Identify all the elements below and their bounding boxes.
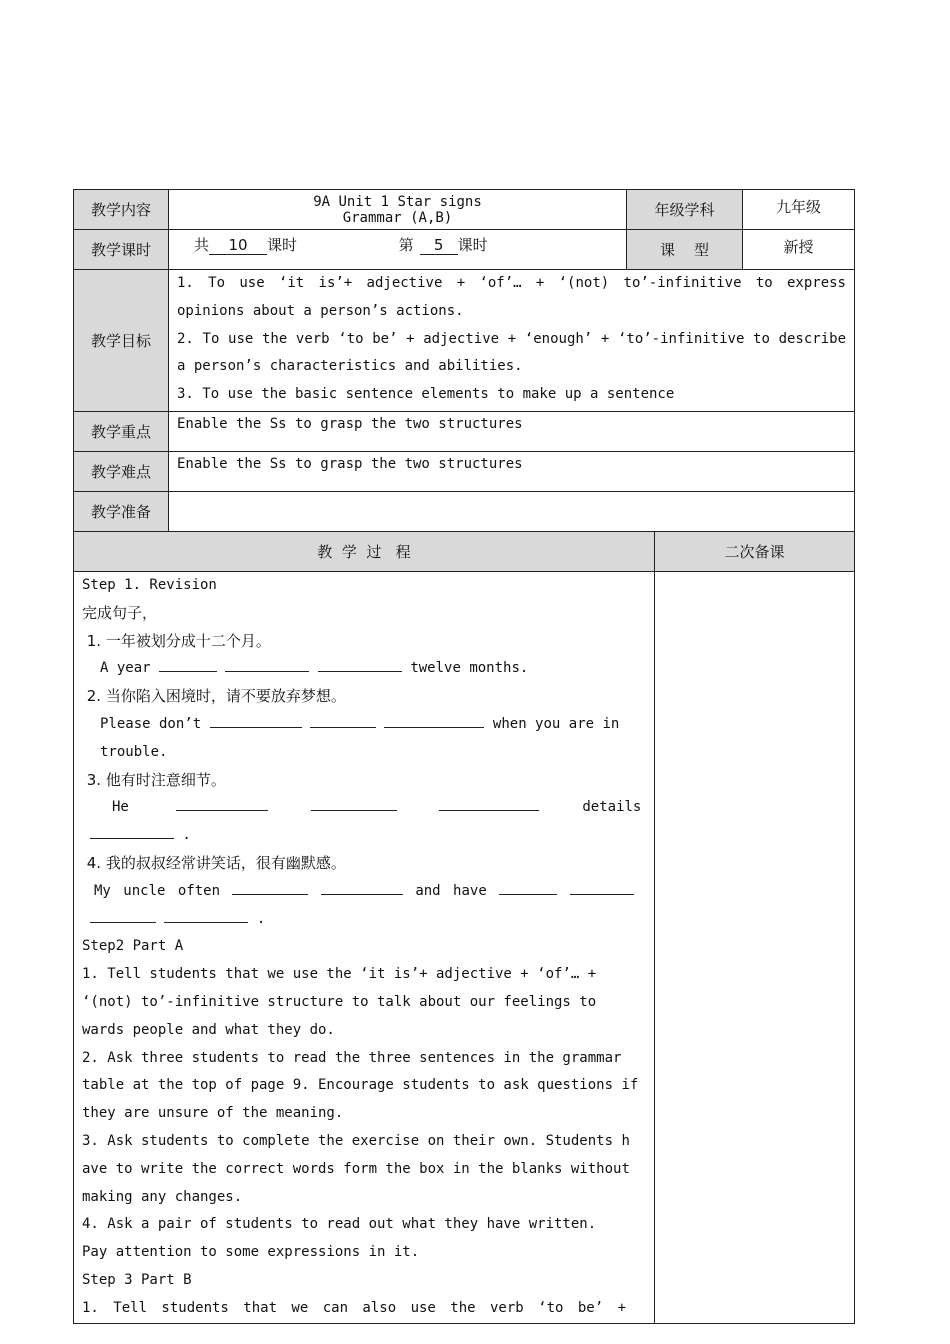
q3-chinese: 3. 他有时注意细节。 — [82, 770, 226, 789]
step2-item3-line2: ave to write the correct words form the box in the blanks without — [82, 1160, 630, 1177]
q1-blank-3[interactable] — [318, 657, 402, 672]
objectives-value — [169, 270, 855, 412]
q4-blank-3[interactable] — [499, 880, 557, 895]
difficulties-row — [74, 452, 855, 492]
lesson-number-value: 5 — [420, 236, 458, 255]
step2-item1-line3: wards people and what they do. — [82, 1021, 335, 1038]
step2-item1-line2: ‘(not) to’-infinitive structure to talk about our feelings to — [82, 993, 597, 1010]
q4-blank-6[interactable] — [164, 908, 248, 923]
key-points-value: Enable the Ss to grasp the two structures — [169, 412, 855, 452]
q3-blank-3[interactable] — [439, 796, 539, 811]
total-prefix: 共 — [194, 236, 210, 254]
step2-item2-line1: 2. Ask three students to read the three sentences in the grammar — [82, 1049, 622, 1066]
grade-subject-value: 九年级 — [743, 190, 855, 230]
q3-blank-5[interactable] — [90, 824, 174, 839]
q1-part-b: twelve months. — [410, 660, 529, 677]
content-line-2: Grammar (A,B) — [342, 210, 453, 226]
step2-item3-line1: 3. Ask students to complete the exercise on their own. Students h — [82, 1132, 630, 1149]
preparation-label: 教学准备 — [74, 492, 169, 532]
key-points-row — [74, 412, 855, 452]
key-points-label: 教学重点 — [74, 412, 169, 452]
grade-subject-label: 年级学科 — [627, 190, 743, 230]
step2-item3-line3: making any changes. — [82, 1188, 243, 1205]
q4-part-a: My uncle often — [94, 882, 221, 899]
difficulties-label: 教学难点 — [74, 452, 169, 492]
q3-english-cont: . — [82, 822, 646, 850]
q2-part-a: Please don’t — [100, 715, 202, 732]
q2-blank-2[interactable] — [310, 713, 376, 728]
content-line-1: 9A Unit 1 Star signs — [313, 194, 482, 210]
q2-english-cont: trouble. — [100, 743, 168, 760]
q3-blank-2[interactable] — [311, 796, 397, 811]
q1-blank-1[interactable] — [159, 657, 217, 672]
preparation-row — [74, 492, 855, 532]
q2-english — [82, 711, 646, 739]
step3-item1: 1. Tell students that we can also use the verb ‘to be’ + — [82, 1299, 627, 1316]
q4-chinese: 4. 我的叔叔经常讲笑话，很有幽默感。 — [82, 853, 346, 872]
second-prep-column — [655, 572, 855, 1324]
total-suffix: 课时 — [267, 236, 298, 254]
hours-value — [169, 230, 627, 270]
process-header: 教 学 过 程 — [74, 532, 655, 572]
q3-part-a: He — [112, 799, 129, 816]
q2-chinese: 2. 当你陷入困境时，请不要放弃梦想。 — [82, 687, 346, 706]
type-value: 新授 — [743, 230, 855, 270]
q3-english — [82, 794, 646, 822]
step1-title: Step 1. Revision — [82, 577, 217, 593]
q2-blank-3[interactable] — [384, 713, 484, 728]
step2-title: Step2 Part A — [82, 938, 184, 955]
objectives-label: 教学目标 — [74, 270, 169, 412]
hours-row — [74, 230, 855, 270]
content-row — [74, 190, 855, 230]
q4-english — [82, 878, 646, 906]
q4-blank-2[interactable] — [321, 880, 403, 895]
q4-blank-5[interactable] — [90, 908, 156, 923]
q4-english-cont: . — [82, 906, 646, 934]
step2-item2-line3: they are unsure of the meaning. — [82, 1105, 344, 1122]
q2-blank-1[interactable] — [210, 713, 302, 728]
q3-blank-1[interactable] — [176, 796, 268, 811]
process-header-row — [74, 532, 855, 572]
step1-intro: 完成句子， — [82, 603, 158, 622]
q3-part-b: details — [582, 799, 642, 816]
objectives-row — [74, 270, 855, 412]
q4-blank-1[interactable] — [232, 880, 308, 895]
q1-chinese: 1. 一年被划分成十二个月。 — [82, 631, 271, 650]
total-hours-value: 10 — [209, 236, 267, 255]
step2-item1-line1: 1. Tell students that we use the ‘it is’+ adjective + ‘of’… + — [82, 966, 597, 983]
info-table — [73, 189, 855, 532]
lesson-plan-sheet — [73, 189, 854, 1324]
q2-part-b: when you are in — [492, 715, 620, 732]
second-prep-header: 二次备课 — [655, 532, 855, 572]
q1-part-a: A year — [100, 660, 151, 677]
step2-item4: 4. Ask a pair of students to read out what they have written. — [82, 1216, 597, 1233]
process-table — [73, 531, 855, 1324]
content-value — [169, 190, 627, 230]
process-body-row — [74, 572, 855, 1324]
process-body — [74, 572, 655, 1324]
step3-title: Step 3 Part B — [82, 1271, 192, 1288]
difficulties-value: Enable the Ss to grasp the two structures — [169, 452, 855, 492]
objective-2: 2. To use the verb ‘to be’ + adjective + ‘enough’ + ‘to’-infinitive to describe a person’s characteristics and abilities. — [177, 330, 846, 375]
lesson-prefix: 第 — [398, 236, 414, 254]
content-label: 教学内容 — [74, 190, 169, 230]
q1-english — [82, 655, 646, 683]
lesson-suffix: 课时 — [457, 236, 488, 254]
step2-note: Pay attention to some expressions in it. — [82, 1244, 420, 1261]
preparation-value — [169, 492, 855, 532]
hours-label: 教学课时 — [74, 230, 169, 270]
objective-3: 3. To use the basic sentence elements to make up a sentence — [177, 386, 675, 403]
q1-blank-2[interactable] — [225, 657, 309, 672]
q4-part-b: and have — [415, 882, 487, 899]
step2-item2-line2: table at the top of page 9. Encourage students to ask questions if — [82, 1077, 639, 1094]
q4-blank-4[interactable] — [570, 880, 634, 895]
type-label: 课 型 — [627, 230, 743, 270]
objective-1: 1. To use ‘it is’+ adjective + ‘of’… + ‘(not) to’-infinitive to express opinions about a person’s actions. — [177, 275, 846, 319]
